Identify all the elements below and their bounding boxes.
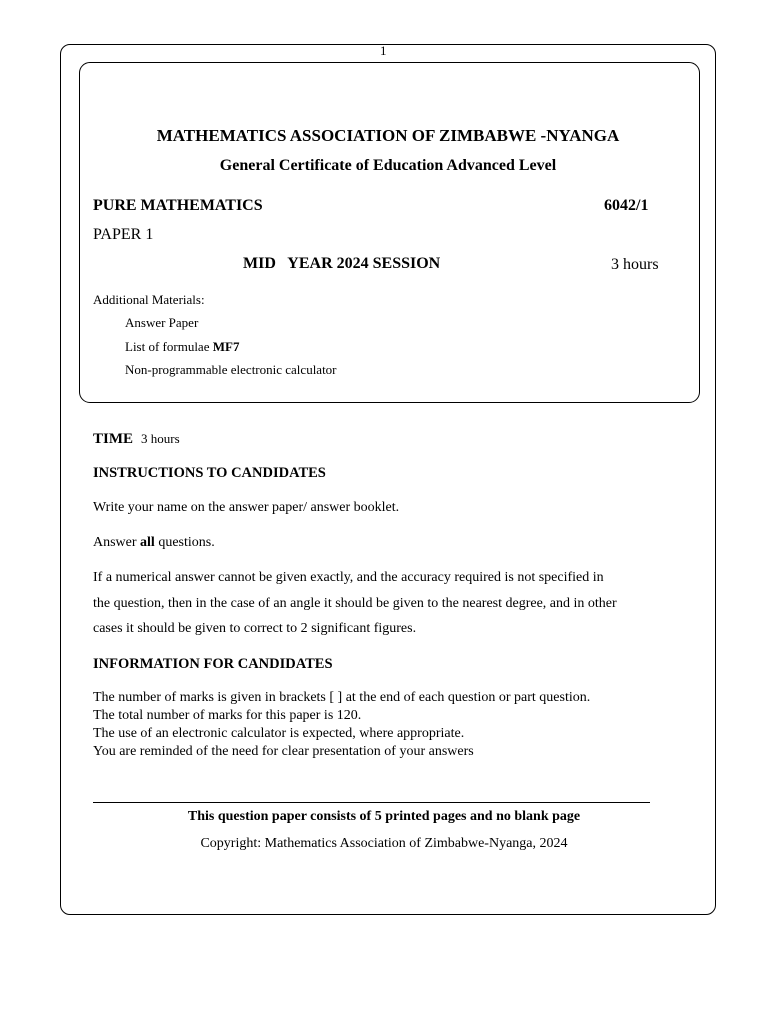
session-label: MID YEAR 2024 SESSION: [243, 255, 441, 272]
instruction-paragraph-line: the question, then in the case of an angle it should be given to the nearest degree, and in other: [93, 596, 617, 611]
subject-title: PURE MATHEMATICS: [93, 197, 263, 214]
certificate-title: General Certificate of Education Advanced Level: [219, 157, 557, 174]
footer-divider: [93, 802, 650, 803]
instruction-line: Answer all questions.: [93, 535, 215, 550]
pages-note: This question paper consists of 5 printed pages and no blank page: [187, 809, 581, 824]
information-line: You are reminded of the need for clear presentation of your answers: [93, 744, 474, 759]
information-line: The number of marks is given in brackets [ ] at the end of each question or part question.: [93, 690, 591, 705]
time-value: 3 hours: [141, 431, 180, 446]
time-label: TIME: [93, 431, 134, 447]
page-number: 1: [380, 43, 387, 58]
material-item: Answer Paper: [125, 315, 199, 330]
material-item: List of formulae MF7: [125, 339, 240, 354]
subject-code: 6042/1: [604, 197, 649, 214]
copyright-notice: Copyright: Mathematics Association of Zimbabwe-Nyanga, 2024: [200, 836, 568, 851]
information-line: The use of an electronic calculator is expected, where appropriate.: [93, 726, 465, 741]
information-heading: INFORMATION FOR CANDIDATES: [93, 656, 333, 672]
time-row: [93, 429, 180, 449]
instruction-paragraph-line: cases it should be given to correct to 2 significant figures.: [93, 621, 417, 636]
instruction-paragraph-line: If a numerical answer cannot be given exactly, and the accuracy required is not specified in: [93, 570, 604, 585]
association-title: MATHEMATICS ASSOCIATION OF ZIMBABWE -NYANGA: [156, 126, 620, 145]
session-duration: 3 hours: [611, 256, 659, 273]
information-line: The total number of marks for this paper is 120.: [93, 708, 362, 723]
material-item: Non-programmable electronic calculator: [125, 362, 337, 377]
instructions-heading: INSTRUCTIONS TO CANDIDATES: [93, 465, 326, 481]
materials-heading: Additional Materials:: [93, 292, 205, 307]
instruction-line: Write your name on the answer paper/ answer booklet.: [93, 500, 400, 515]
paper-number: PAPER 1: [93, 226, 154, 243]
